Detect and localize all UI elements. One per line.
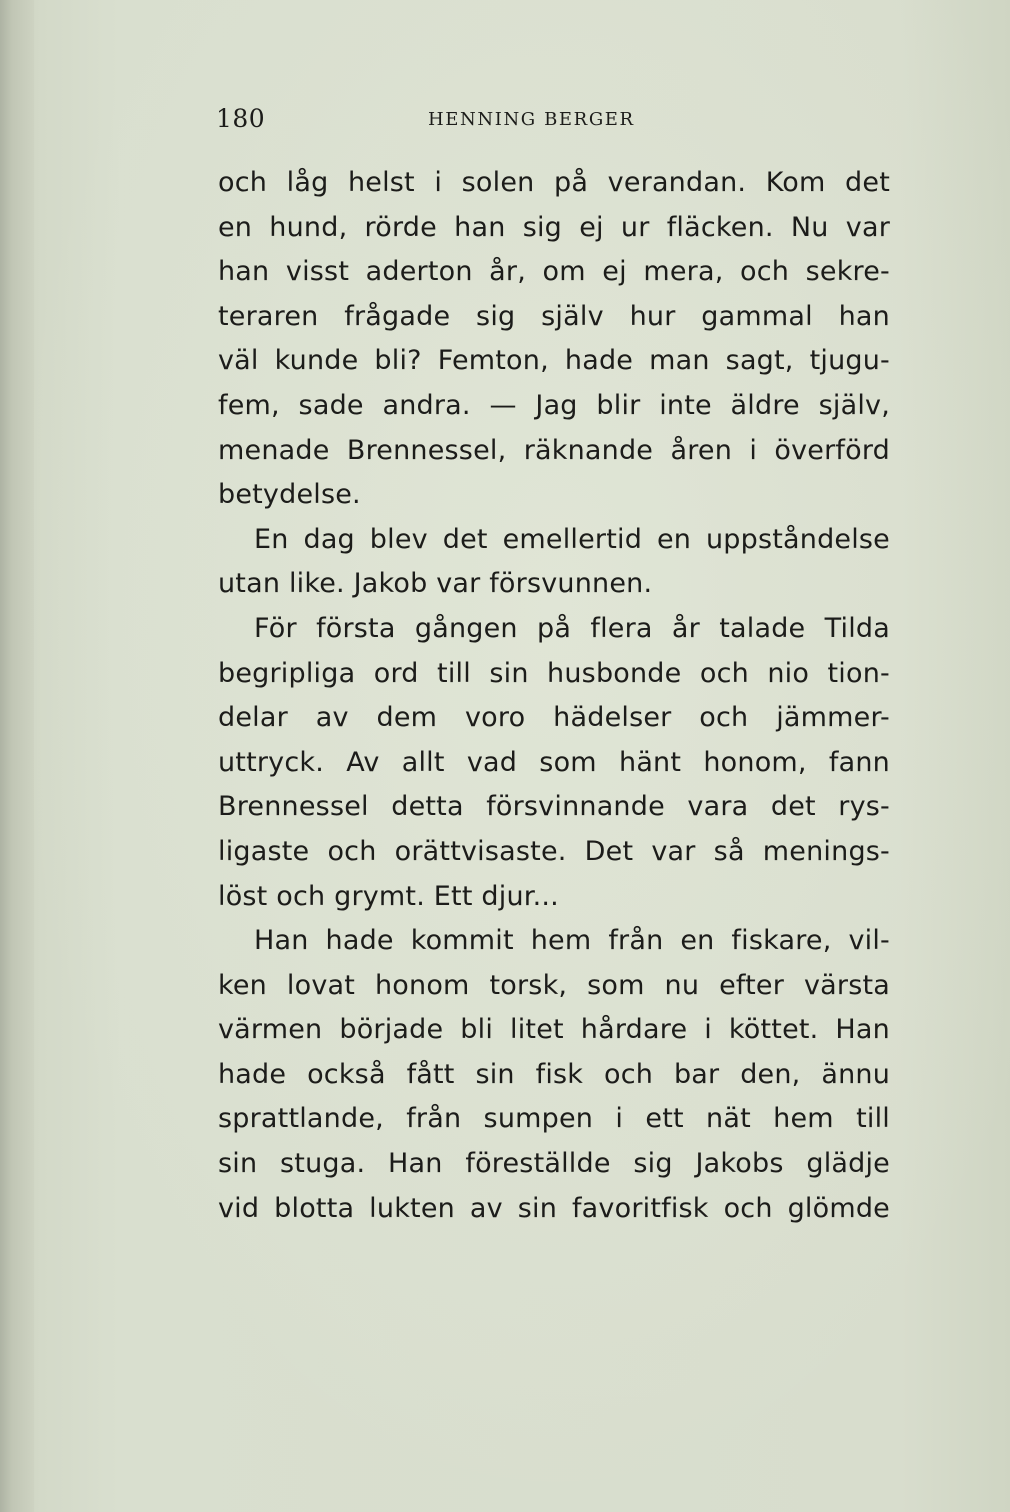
text-line: ligaste och orättvisaste. Det var så menings- — [218, 835, 890, 867]
text-line: vid blotta lukten av sin favoritfisk och glömde — [218, 1192, 890, 1224]
text-line: utan like. Jakob var försvunnen. — [218, 568, 653, 600]
running-head: HENNING BERGER — [428, 109, 635, 130]
text-line: betydelse. — [218, 479, 361, 511]
page-gutter — [0, 0, 34, 1512]
page-header — [216, 104, 892, 144]
text-line: sprattlande, från sumpen i ett nät hem till — [218, 1103, 890, 1135]
text-line: delar av dem voro hädelser och jämmer- — [218, 702, 890, 734]
text-line: En dag blev det emellertid en uppståndelse — [254, 523, 890, 555]
text-line: värmen började bli litet hårdare i köttet. Han — [218, 1014, 890, 1046]
text-line: löst och grymt. Ett djur... — [218, 880, 559, 912]
body-text — [218, 161, 890, 1231]
text-line: och låg helst i solen på verandan. Kom det — [218, 167, 890, 198]
text-line: För första gången på flera år talade Tilda — [254, 612, 890, 644]
text-line: Brennessel detta försvinnande vara det rys- — [218, 791, 890, 823]
text-line: väl kunde bli? Femton, hade man sagt, tjugu- — [218, 345, 890, 377]
text-line: menade Brennessel, räknande åren i överförd — [218, 434, 890, 466]
text-line: hade också fått sin fisk och bar den, ännu — [218, 1058, 890, 1090]
text-line: en hund, rörde han sig ej ur fläcken. Nu var — [218, 211, 890, 243]
text-line: uttryck. Av allt vad som hänt honom, fann — [218, 746, 890, 778]
text-line: teraren frågade sig själv hur gammal han — [218, 300, 890, 332]
text-line: begripliga ord till sin husbonde och nio tion- — [218, 657, 890, 689]
text-line: sin stuga. Han föreställde sig Jakobs glädje — [218, 1148, 890, 1180]
text-line: ken lovat honom torsk, som nu efter värsta — [218, 969, 890, 1001]
page-number: 180 — [216, 104, 266, 133]
text-line: Han hade kommit hem från en fiskare, vil- — [254, 925, 890, 957]
text-line: han visst aderton år, om ej mera, och sekre- — [218, 256, 890, 288]
text-line: fem, sade andra. — Jag blir inte äldre själv, — [218, 389, 890, 421]
